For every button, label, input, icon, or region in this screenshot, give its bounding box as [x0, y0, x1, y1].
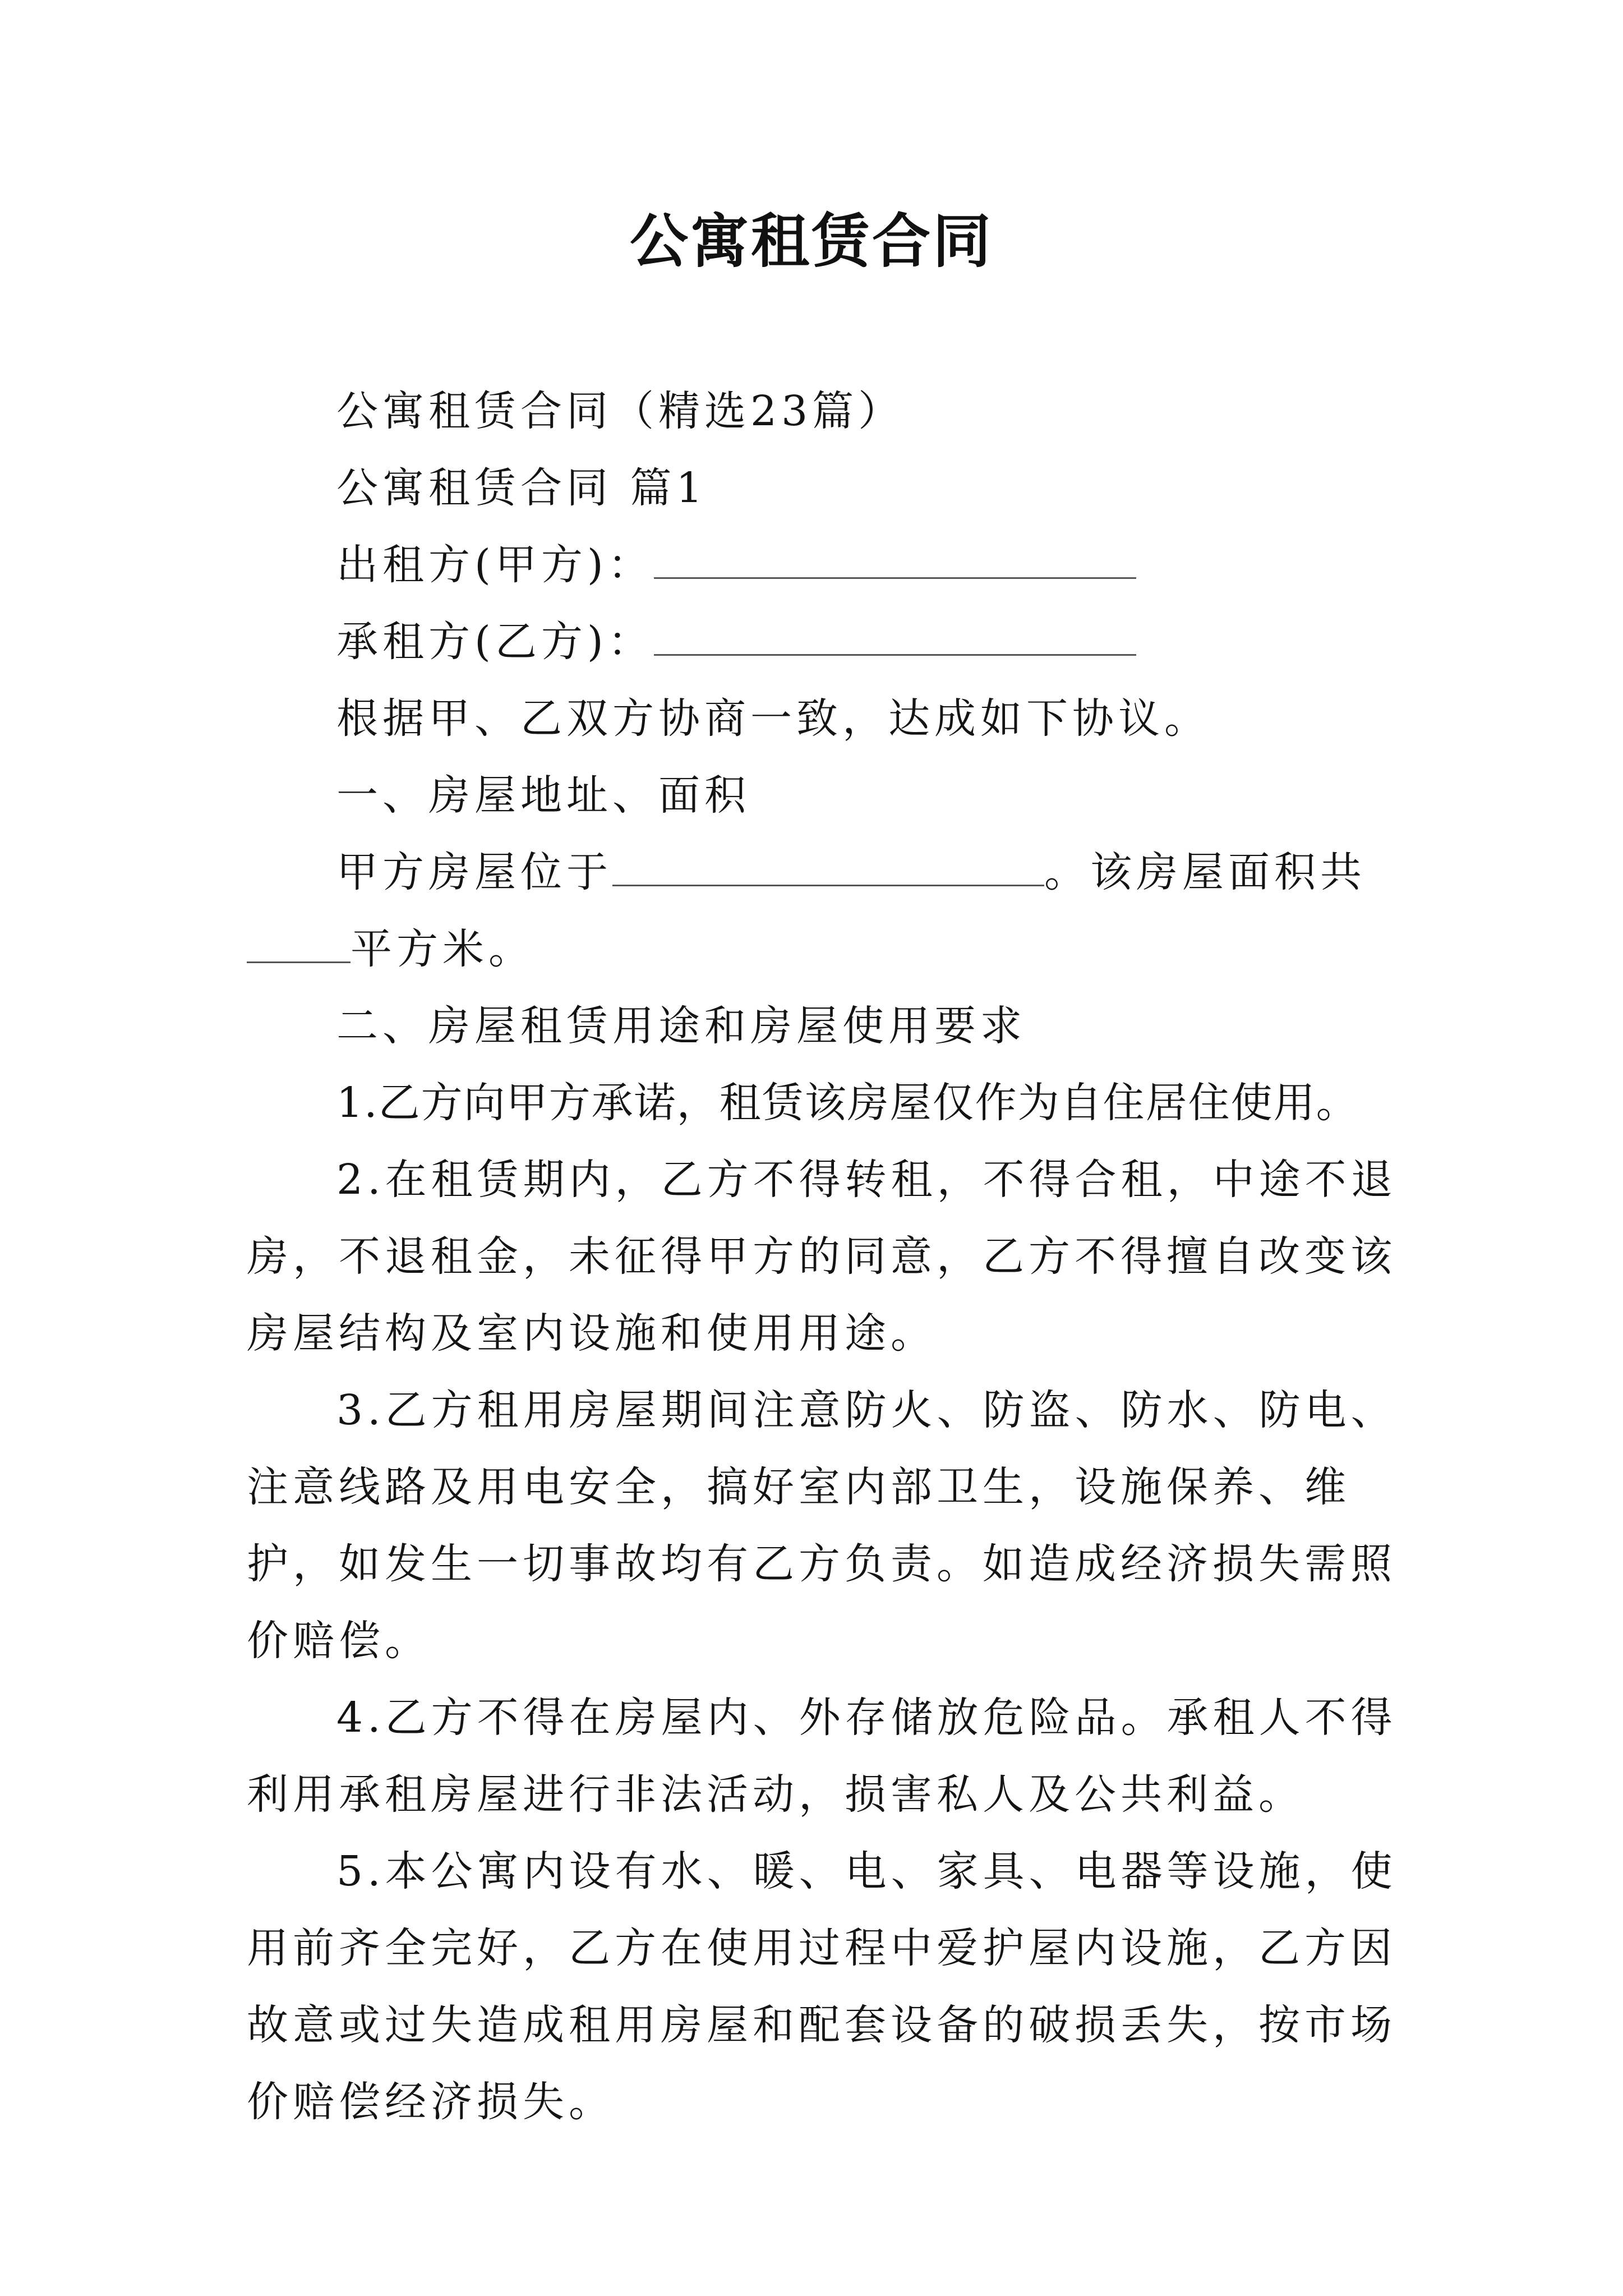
- clause2-item-2: 2.在租赁期内，乙方不得转租，不得合租，中途不退房，不退租金，未征得甲方的同意，乙方不得擅自改变该房屋结构及室内设施和使用用途。: [247, 1156, 1397, 1358]
- clause1-text-c: 平方米。: [351, 925, 534, 973]
- address-blank: [612, 845, 1044, 886]
- section-heading: 公寓租赁合同 篇1: [336, 464, 707, 512]
- document-subtitle: 公寓租赁合同（精选23篇）: [336, 387, 905, 435]
- lessor-blank: [654, 538, 1136, 579]
- clause1-text-b: 。该房屋面积共: [1044, 848, 1366, 896]
- document-body: [247, 373, 1413, 2141]
- clause2-item-1: 1.乙方向甲方承诺，租赁该房屋仅作为自住居住使用。: [336, 1079, 1359, 1127]
- clause2-item-4: 4.乙方不得在房屋内、外存储放危险品。承租人不得利用承租房屋进行非法活动，损害私人及公共利益。: [247, 1694, 1397, 1819]
- clause1-heading: 一、房屋地址、面积: [336, 771, 750, 820]
- lessor-label: 出租方(甲方)：: [336, 541, 654, 589]
- clause2-item-5: 5.本公寓内设有水、暖、电、家具、电器等设施，使用前齐全完好，乙方在使用过程中爱护屋内设施，乙方因故意或过失造成租用房屋和配套设备的破损丢失，按市场价赔偿经济损失。: [247, 1847, 1397, 2126]
- clause1-text-a: 甲方房屋位于: [336, 848, 612, 896]
- lessor-line: [247, 527, 1413, 604]
- clause2-heading: 二、房屋租赁用途和房屋使用要求: [336, 1002, 1026, 1050]
- lessee-line: [247, 604, 1413, 680]
- document-title: 公寓租赁合同: [629, 206, 993, 275]
- clause1-paragraph: [247, 834, 1413, 988]
- lessee-blank: [654, 615, 1136, 656]
- intro-paragraph: 根据甲、乙双方协商一致，达成如下协议。: [336, 694, 1210, 743]
- clause2-item-3: 3.乙方租用房屋期间注意防火、防盗、防水、防电、注意线路及用电安全，搞好室内部卫生，设施保养、维护，如发生一切事故均有乙方负责。如造成经济损失需照价赔偿。: [247, 1386, 1397, 1665]
- lessee-label: 承租方(乙方)：: [336, 618, 654, 666]
- area-blank: [247, 922, 351, 963]
